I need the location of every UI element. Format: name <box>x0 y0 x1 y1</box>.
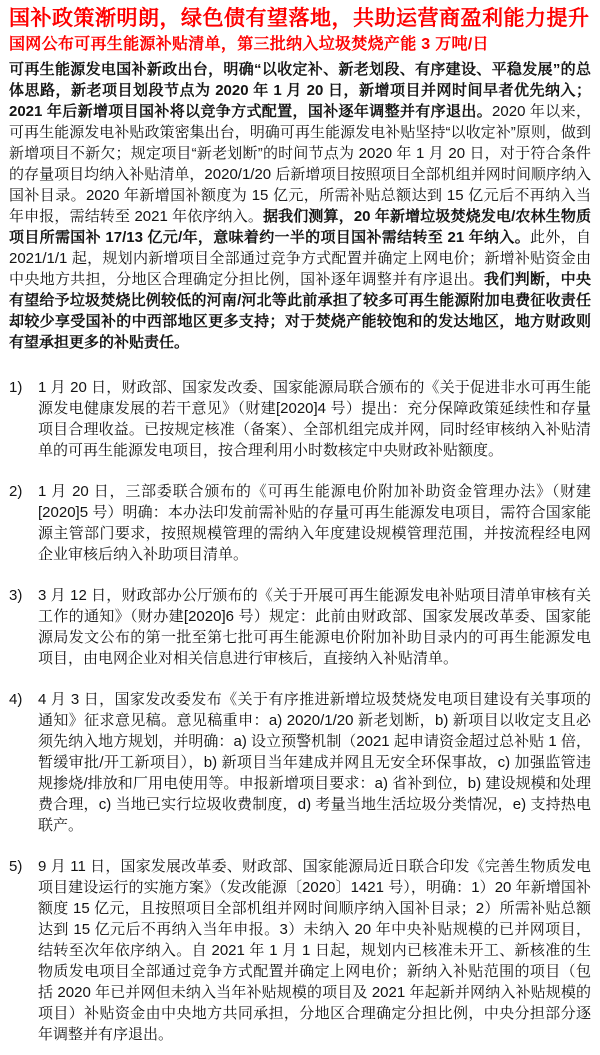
paragraph-segment: 我们判断，中央有望给予垃圾焚烧比例较低的河南/河北等此前承担了较多可再生能源附加电费征收责任却较少享受国补的中西部地区更多支持；对于焚烧产能较饱和的发达地区，地方财政则有望承担更多的补贴责任。 <box>9 271 591 351</box>
list-item-text: 9 月 11 日，国家发展改革委、财政部、国家能源局近日联合印发《完善生物质发电项目建设运行的实施方案》（发改能源〔2020〕1421 号），明确：1）20 年新增国补额度 15 亿元，且按照项目全部机组并网时间顺序纳入国补目录；2）所需补贴总额达到 15 亿元后不再纳入当年申报。3）未纳入 20 年中央补贴规模的已并网项目，结转至次年依序纳入。自 2021 年 1 月 1 日起，规划内已核准未开工、新核准的生物质发电项目全部通过竞争方式配置并确定上网电价；新纳入补贴范围的项目（包括 2020 年已并网但未纳入当年补贴规模的项目及 2021 年起新并网纳入补贴规模的项目）补贴资金由中央地方共同承担，分地区合理确定分担比例，中央分担部分逐年调整并有序退出。 <box>38 858 591 1043</box>
list-item <box>9 377 591 461</box>
policy-list <box>9 377 591 1045</box>
list-item-number: 1) <box>9 379 23 396</box>
lead-paragraph <box>9 59 591 353</box>
paragraph-segment: 2020 年以来，可再生能源发电补贴政策密集出台，明确可再生能源发电补贴坚持“以收定补”原则，做到新增项目不新欠；规定项目“新老划断”的时间节点为 2020 年 1 月 20 日，对于符合条件的存量项目均纳入补贴清单，2020/1/20 后新增项目按照项目全部机组并网时间顺序纳入国补目录。2020 年新增国补额度为 15 亿元，所需补贴总额达到 15 亿元后不再纳入当年申报，需结转至 2021 年依序纳入。 <box>9 103 591 225</box>
list-item-text: 3 月 12 日，财政部办公厅颁布的《关于开展可再生能源发电补贴项目清单审核有关工作的通知》（财办建[2020]6 号）规定：此前由财政部、国家发展改革委、国家能源局发文公布的第一批至第七批可再生能源电价附加补助目录内的可再生能源发电项目，由电网企业对相关信息进行审核后，直接纳入补贴清单。 <box>38 587 591 667</box>
list-item <box>9 856 591 1045</box>
paragraph-segment: 可再生能源发电国补新政出台，明确“以收定补、新老划段、有序建设、平稳发展”的总体思路，新老项目划段节点为 2020 年 1 月 20 日，新增项目并网时间早者优先纳入；2021 年后新增项目国补将以竞争方式配置，国补逐年调整并有序退出。 <box>9 61 591 120</box>
paragraph-segment: 此外，自 2021/1/1 起，规划内新增项目全部通过竞争方式配置并确定上网电价；新增补贴资金由中央地方共担，分地区合理确定分担比例，国补逐年调整并有序退出。 <box>9 229 591 288</box>
list-item <box>9 481 591 565</box>
page-subtitle: 国网公布可再生能源补贴清单，第三批纳入垃圾焚烧产能 3 万吨/日 <box>9 36 489 53</box>
list-item <box>9 689 591 836</box>
list-item-number: 5) <box>9 858 23 875</box>
list-item-number: 4) <box>9 691 23 708</box>
page-title: 国补政策渐明朗，绿色债有望落地，共助运营商盈利能力提升 <box>9 7 590 30</box>
list-item-text: 4 月 3 日，国家发改委发布《关于有序推进新增垃圾焚烧发电项目建设有关事项的通知》征求意见稿。意见稿重申：a) 2020/1/20 新老划断，b) 新项目以收定支且必须先纳入地方规划，并明确：a) 设立预警机制（2021 起申请资金超过总补贴 1 倍，暂缓审批/开工新项目），b) 新项目当年建成并网且无安全环保事故，c) 加强监管违规掺烧/排放和厂用电使用等。申报新增项目要求：a) 省补到位，b) 建设规模和处理费合理，c) 当地已实行垃圾收费制度，d) 考量当地生活垃圾分类情况，e) 支持热电联产。 <box>38 691 591 834</box>
list-item <box>9 585 591 669</box>
list-item-number: 2) <box>9 483 23 500</box>
list-item-text: 1 月 20 日，财政部、国家发改委、国家能源局联合颁布的《关于促进非水可再生能源发电健康发展的若干意见》（财建[2020]4 号）提出：充分保障政策延续性和存量项目合理收益。已按规定核准（备案）、全部机组完成并网，同时经审核纳入补贴清单的可再生能源发电项目，按合理利用小时数核定中央财政补贴额度。 <box>38 379 591 459</box>
paragraph-segment: 据我们测算，20 年新增垃圾焚烧发电/农林生物质项目所需国补 17/13 亿元/年，意味着约一半的项目国补需结转至 21 年纳入。 <box>9 208 591 246</box>
list-item-text: 1 月 20 日，三部委联合颁布的《可再生能源电价附加补助资金管理办法》（财建[2020]5 号）明确：本办法印发前需补贴的存量可再生能源发电项目，需符合国家能源主管部门要求，按照规模管理的需纳入年度建设规模管理范围，并按流程经电网企业审核后纳入补助项目清单。 <box>38 483 591 563</box>
list-item-number: 3) <box>9 587 23 604</box>
